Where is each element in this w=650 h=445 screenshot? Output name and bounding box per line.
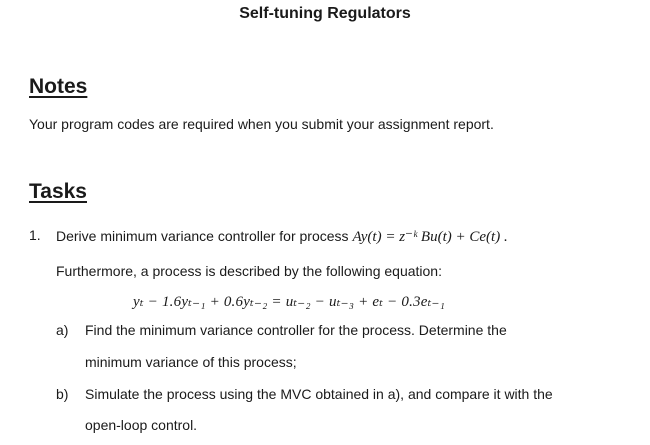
subtask-a-line1: Find the minimum variance controller for the process. Determine the — [85, 322, 507, 338]
notes-text: Your program codes are required when you submit your assignment report. — [29, 116, 494, 132]
subtask-b-line1: Simulate the process using the MVC obtained in a), and compare it with the — [85, 386, 553, 402]
document-title: Self-tuning Regulators — [239, 5, 411, 22]
process-formula: Ay(t) = z⁻ᵏ Bu(t) + Ce(t) . — [352, 229, 508, 245]
tasks-heading: Tasks — [29, 180, 87, 203]
process-equation: yₜ − 1.6yₜ₋₁ + 0.6yₜ₋₂ = uₜ₋₂ − uₜ₋₃ + eₜ − 0.3eₜ₋₁ — [133, 294, 446, 310]
subtask-a-line2: minimum variance of this process; — [85, 354, 297, 370]
task-1-description: Derive minimum variance controller for process — [56, 228, 349, 244]
subtask-b-label: b) — [56, 386, 69, 402]
task-1-text — [56, 227, 508, 246]
notes-heading: Notes — [29, 75, 88, 98]
subtask-a-label: a) — [56, 322, 69, 338]
task-1-number: 1. — [29, 227, 41, 243]
furthermore-text: Furthermore, a process is described by the following equation: — [56, 263, 442, 279]
subtask-b-line2: open-loop control. — [85, 417, 198, 433]
